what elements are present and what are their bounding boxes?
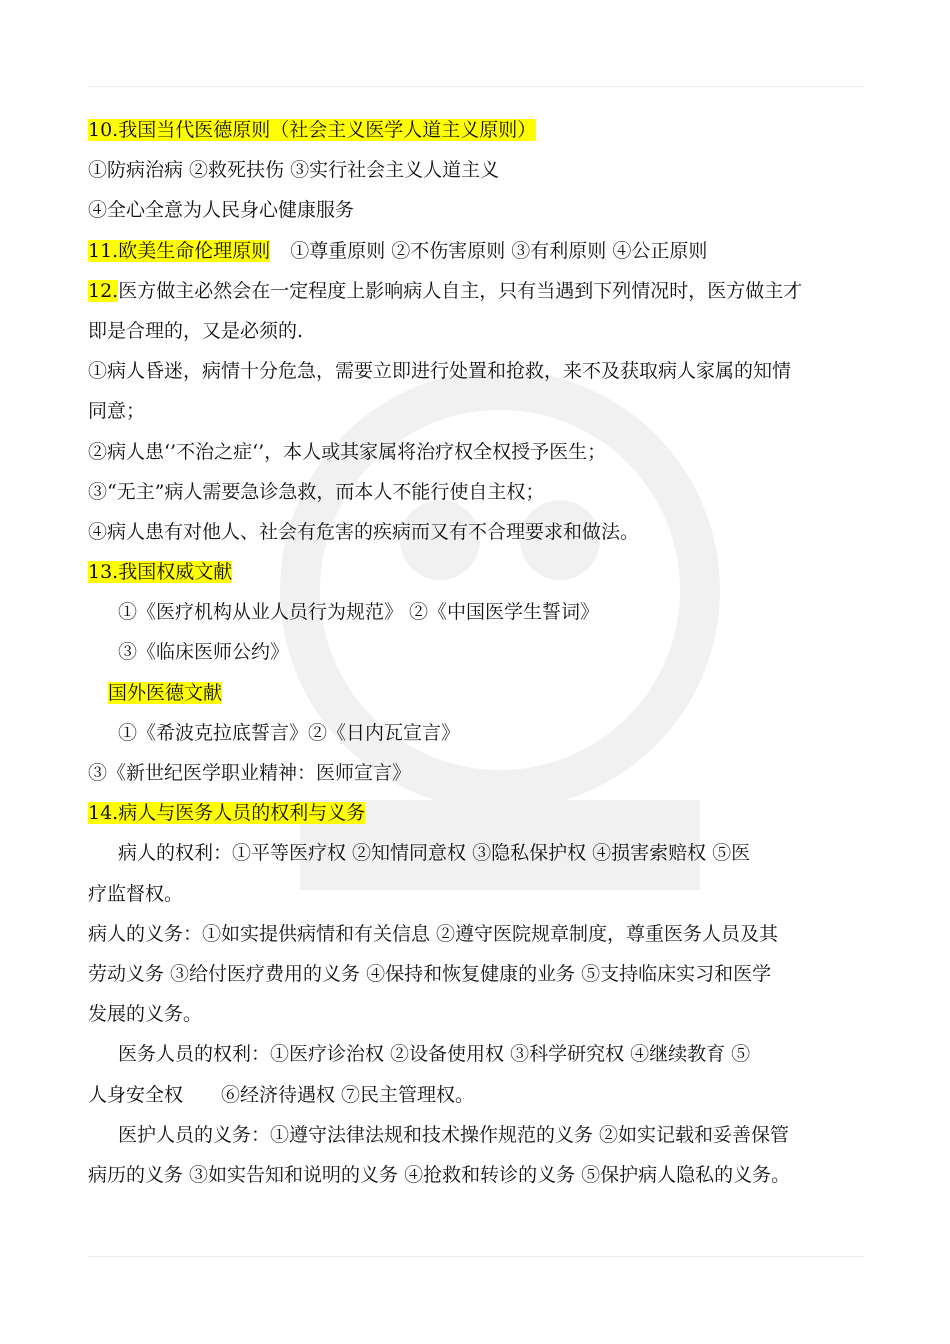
- section-12-item-1a: ①病人昏迷，病情十分危急，需要立即进行处置和抢救，来不及获取病人家属的知情: [88, 360, 792, 383]
- section-11-heading: 11.欧美生命伦理原则: [88, 239, 271, 262]
- section-12-item-1b: 同意；: [88, 400, 146, 423]
- section-11-items: ①尊重原则 ②不伤害原则 ③有利原则 ④公正原则: [290, 239, 708, 262]
- section-13-line-1: ①《医疗机构从业人员行为规范》 ②《中国医学生誓词》: [118, 601, 600, 624]
- section-13-line-4: ③《新世纪医学职业精神：医师宣言》: [88, 762, 412, 784]
- staff-duties-line-1: 医护人员的义务：①遵守法律法规和技术操作规范的义务 ②如实记载和妥善保管: [118, 1123, 790, 1146]
- header-rule: [88, 86, 864, 87]
- section-10-heading: 10.我国当代医德原则（社会主义医学人道主义原则）: [88, 119, 537, 141]
- section-12-item-4: ④病人患有对他人、社会有危害的疾病而又有不合理要求和做法。: [88, 520, 640, 543]
- section-13-line-2: ③《临床医师公约》: [118, 641, 290, 664]
- section-12-intro-1: 12.医方做主必然会在一定程度上影响病人自主，只有当遇到下列情况时，医方做主才: [88, 279, 803, 302]
- section-13-foreign-heading: 国外医德文献: [108, 681, 223, 704]
- staff-duties-line-2: 病历的义务 ③如实告知和说明的义务 ④抢救和转诊的义务 ⑤保护病人隐私的义务。: [88, 1163, 791, 1186]
- patient-duties-line-3: 发展的义务。: [88, 1003, 203, 1026]
- patient-duties-line-2: 劳动义务 ③给付医疗费用的义务 ④保持和恢复健康的业务 ⑤支持临床实习和医学: [88, 962, 772, 985]
- section-12-item-3: ③“无主”病人需要急诊急救，而本人不能行使自主权；: [88, 480, 545, 503]
- staff-rights-line-1: 医务人员的权利：①医疗诊治权 ②设备使用权 ③科学研究权 ④继续教育 ⑤: [118, 1043, 751, 1066]
- section-12-number: 12.: [88, 279, 119, 302]
- section-14-heading: 14.病人与医务人员的权利与义务: [88, 802, 366, 825]
- section-12-item-2: ②病人患‘’不治之症‘’，本人或其家属将治疗权全权授予医生；: [88, 440, 607, 463]
- section-10-line-2: ④全心全意为人民身心健康服务: [88, 199, 355, 222]
- patient-rights-line-1: 病人的权利：①平等医疗权 ②知情同意权 ③隐私保护权 ④损害索赔权 ⑤医: [118, 842, 751, 865]
- section-13-heading: 13.我国权威文献: [88, 561, 233, 584]
- section-12-intro-2: 即是合理的，又是必须的.: [88, 319, 304, 342]
- patient-duties-line-1: 病人的义务：①如实提供病情和有关信息 ②遵守医院规章制度，尊重医务人员及其: [88, 922, 779, 945]
- staff-rights-line-2: 人身安全权 ⑥经济待遇权 ⑦民主管理权。: [88, 1083, 475, 1106]
- section-10-line-1: ①防病治病 ②救死扶伤 ③实行社会主义人道主义: [88, 159, 500, 182]
- patient-rights-line-2: 疗监督权。: [88, 882, 184, 905]
- document-body: [88, 110, 868, 1195]
- section-11-line: [88, 231, 868, 271]
- footer-rule: [88, 1256, 864, 1257]
- section-13-line-3: ①《希波克拉底誓言》②《日内瓦宣言》: [118, 721, 461, 744]
